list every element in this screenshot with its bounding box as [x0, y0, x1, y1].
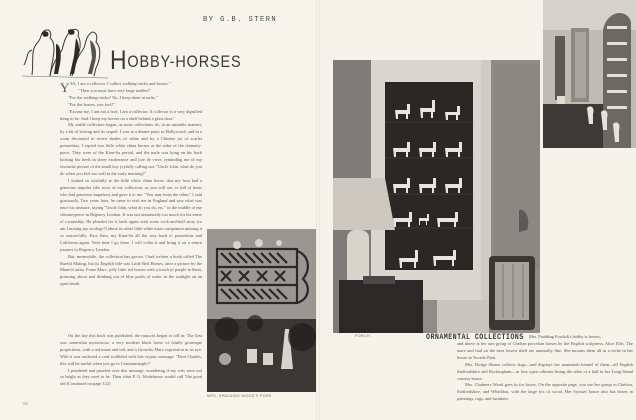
- byline: BY G.B. STERN: [203, 16, 278, 24]
- paragraph: Mrs. Dodge Sloane collects dogs—and displays her mammoth kennel of them—all English Staffordshire and Rockingham—in four open cabinets lining the sides of a hall in her Long Island country house.: [457, 361, 633, 381]
- title-rest: OBBY-HORSES: [127, 52, 242, 71]
- photo-china-horses-niche: [333, 60, 540, 333]
- drop-cap: Y: [60, 80, 70, 95]
- spread-gutter: [316, 0, 320, 420]
- title-initial: H: [110, 45, 128, 75]
- paragraph-continued: I pondered and puzzled over this message, wondering if my wits were not so bright as they used to be. Then what P. G. Wodehouse would call "the good old (Continued on page 122): [60, 367, 202, 387]
- paragraph: "For the horses, you fool!": [68, 101, 115, 107]
- section-title: ORNAMENTAL COLLECTIONS: [426, 333, 524, 342]
- paragraph: Mrs. Chalmers Wood goes in for boxes. On the opposite page, you see her group in Chelsea, Staffordshire, and Whieldon, with the large fox of wood. Her Syosset house also has boxes in paintings, rugs, and furniture.: [457, 382, 633, 402]
- paragraph: My stable collection began, as most collections do, in an unstable manner, by a bit of looting and its sequel: I was at a dinner-party in Hollywood; and in a room decorated in seven shades of white and by a Chinese jar of scarlet poinsettias, I espied two little white china horses at the sides of the chimney-piece. They were of the Kian-Su period, and the male was lying on his back kicking his heels in sheer exuberance and joie de vivre, reminding me of my favourite picture of the small boy joyfully calling out: "Uncle John, what do you do when you feel too well in the early morning?": [60, 122, 202, 176]
- article-column-1: [60, 81, 202, 288]
- article-title: [110, 45, 241, 76]
- section-intro: Mrs. Paulding Fosdick's hobby is horses,: [529, 334, 601, 339]
- paragraph: YES, I am a collector. I collect walking-sticks and horses.": [60, 80, 171, 95]
- paragraph: I looked so wistfully at the little white china horse, that my host had a generous impulse (the story of my collection, as you will see, is full of hosts who had generous impulses) and gave it to me. "You may keep the other," I said graciously. Two years later, he came to visit me in England and saw what was once his treasure, saying "Uncle John, what do you do, etc." in the middle of my chimneypiece in Regency London. It was not unnaturally too much for his sense of ownership. He pleaded for it back again with some cock-and-bull story (or am I mixing my zoology?) about its other little white mare companion missing it so sorrowfully. Exit, then, my Kian-Su all the way back to poinsettias and California again. Next time I go there, I will collar it and bring it on a return journey to Regency London.: [60, 177, 202, 252]
- paragraph: "For the walking-sticks? No, I keep them in racks.": [68, 94, 159, 100]
- article-column-2: [60, 333, 202, 388]
- photo-caption: MRS. SPALDING WOOD'S PORK: [207, 394, 272, 398]
- paragraph: and above is her rare group of Chelsea porcelain horses by the English sculptress, Alice Ellis. The mare and foal on the next lowest shelf are unusually fine. She mounts them all in a niche in her house in Tuxedo Park.: [457, 341, 633, 360]
- paragraph: On the day this book was published, the mascots began to roll in: The first was somewhat mysterious; a very modern black horse of faintly grotesque proportions, with a red mane and tail, and a Groucho Marx expression in its eye. With it was enclosed a card scribbled with this cryptic message: "Dear Charles, this will be useful when you go to Constantinople!": [60, 333, 202, 366]
- horses-drawing-icon: [20, 20, 110, 80]
- photo-caption: PORCH: [355, 334, 370, 338]
- paragraph: "Then you must have very large stables!": [78, 87, 151, 93]
- section-body: [457, 341, 633, 403]
- photo-wall-shelf: [207, 229, 318, 392]
- paragraph: But, meanwhile, the collection has grown. I had written a book called The Rueful Mating, but its English title was Little Red Horses, after a picture by the Munich artist, Franz Marc: jolly little red horses with a touch of purple in them, prancing about and drinking out of blue pools of water in the sunlight on an open heath.: [60, 253, 202, 287]
- paragraph: "Excuse me, I am not a fool, I am a collector. A collector is a very dignified thing to be. And I keep my horses on a shelf behind a glass door.": [60, 108, 202, 121]
- photo-staffordshire-dogs-hall: [543, 0, 636, 148]
- page-number: 102: [22, 401, 28, 406]
